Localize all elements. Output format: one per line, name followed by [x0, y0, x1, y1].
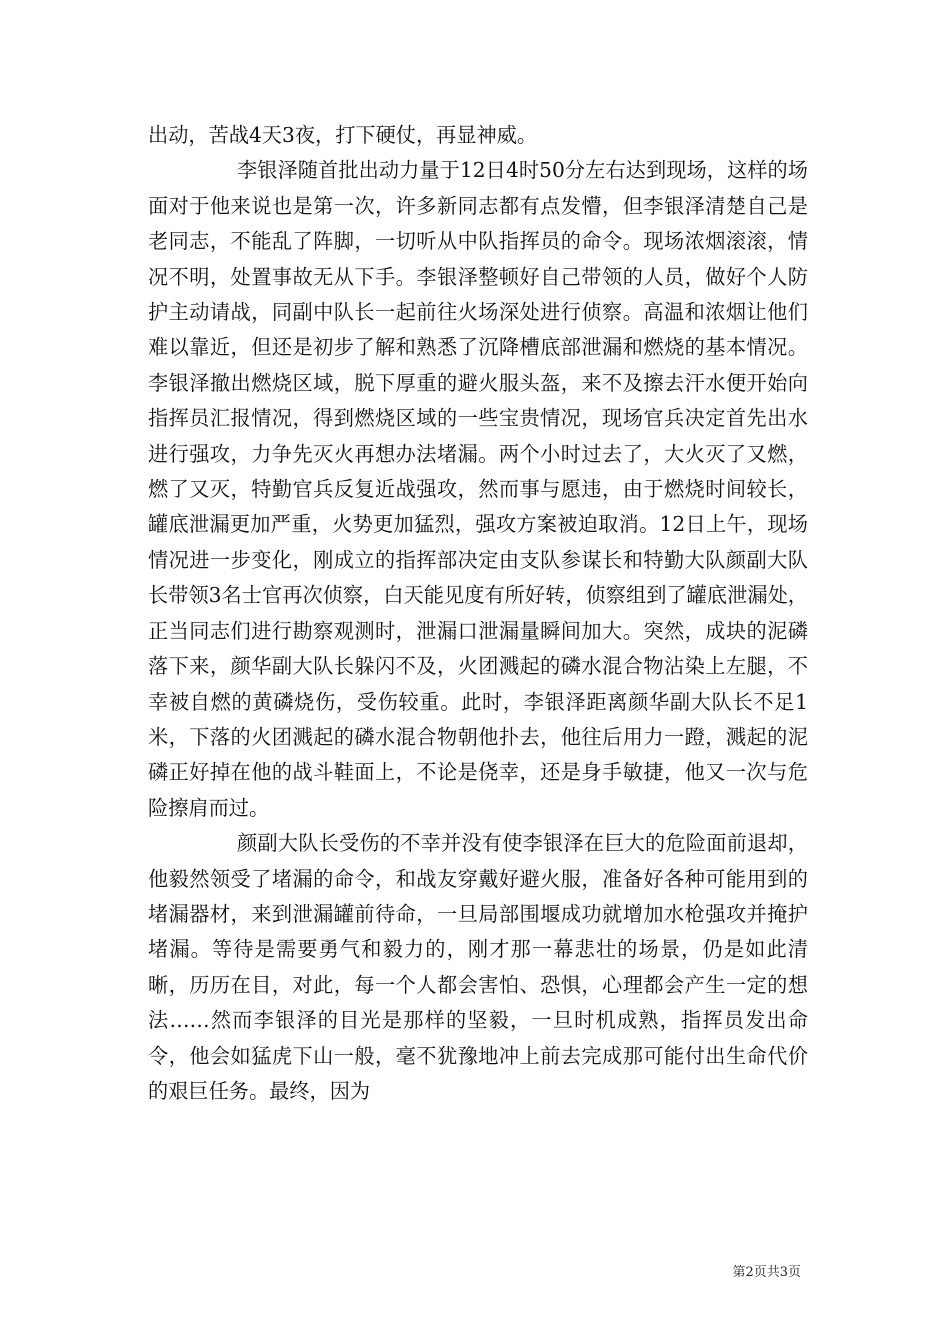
body-text — [148, 118, 808, 1109]
paragraph-on-scene-reconnaissance: 李银泽随首批出动力量于12日4时50分左右达到现场，这样的场面对于他来说也是第一次，许多新同志都有点发懵，但李银泽清楚自己是老同志，不能乱了阵脚，一切听从中队指挥员的命令。现场浓烟滚滚，情况不明，处置事故无从下手。李银泽整顿好自己带领的人员，做好个人防护主动请战，同副中队长一起前往火场深处进行侦察。高温和浓烟让他们难以靠近，但还是初步了解和熟悉了沉降槽底部泄漏和燃烧的基本情况。李银泽撤出燃烧区域，脱下厚重的避火服头盔，来不及擦去汗水便开始向指挥员汇报情况，得到燃烧区域的一些宝贵情况，现场官兵决定首先出水进行强攻，力争先灭火再想办法堵漏。两个小时过去了，大火灭了又燃，燃了又灭，特勤官兵反复近战强攻，然而事与愿违，由于燃烧时间较长，罐底泄漏更加严重，火势更加猛烈，强攻方案被迫取消。12日上午，现场情况进一步变化，刚成立的指挥部决定由支队参谋长和特勤大队颜副大队长带领3名士官再次侦察，白天能见度有所好转，侦察组到了罐底泄漏处，正当同志们进行勘察观测时，泄漏口泄漏量瞬间加大。突然，成块的泥磷落下来，颜华副大队长躲闪不及，火团溅起的磷水混合物沾染上左腿，不幸被自燃的黄磷烧伤，受伤较重。此时，李银泽距离颜华副大队长不足1米，下落的火团溅起的磷水混合物朝他扑去，他往后用力一蹬，溅起的泥磷正好掉在他的战斗鞋面上，不论是侥幸，还是身手敏捷，他又一次与危险擦肩而过。 — [148, 158, 808, 820]
paragraph-continuation: 出动，苦战4天3夜，打下硬仗，再显神威。 — [148, 123, 538, 147]
page-number-footer: 第2页共3页 — [732, 1265, 801, 1280]
paragraph-leak-plugging: 颜副大队长受伤的不幸并没有使李银泽在巨大的危险面前退却，他毅然领受了堵漏的命令，和战友穿戴好避火服，准备好各种可能用到的堵漏器材，来到泄漏罐前待命，一旦局部围堰成功就增加水枪强攻并掩护堵漏。等待是需要勇气和毅力的，刚才那一幕悲壮的场景，仍是如此清晰，历历在目，对此，每一个人都会害怕、恐惧，心理都会产生一定的想法……然而李银泽的目光是那样的坚毅，一旦时机成熟，指挥员发出命令，他会如猛虎下山一般，毫不犹豫地冲上前去完成那可能付出生命代价的艰巨任务。最终，因为 — [148, 831, 808, 1103]
